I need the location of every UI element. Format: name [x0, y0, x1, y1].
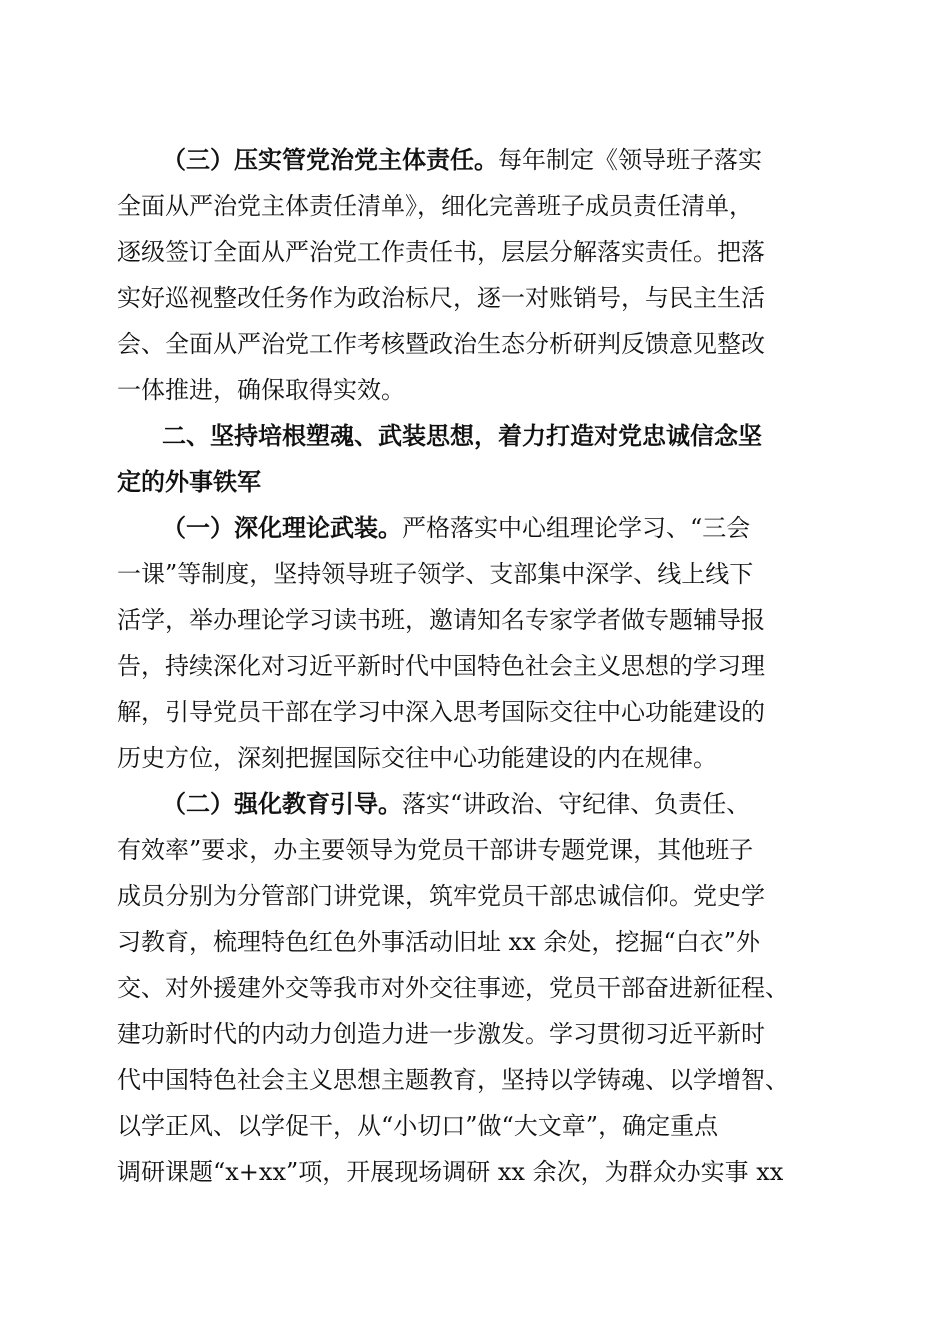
para2-line-2: 一课”等制度，坚持领导班子领学、支部集中深学、线上线下	[117, 560, 754, 588]
para3-line-8: 以学正风、以学促干，从“小切口”做“大文章”，确定重点	[117, 1112, 719, 1140]
para2-lead: （一）深化理论武装。	[162, 514, 402, 542]
para3-line-2: 有效率”要求，办主要领导为党员干部讲专题党课，其他班子	[117, 836, 754, 864]
para3-line-9: 调研课题“x+xx”项，开展现场调研 xx 余次，为群众办实事 xx	[117, 1158, 784, 1186]
para1-line-5: 会、全面从严治党工作考核暨政治生态分析研判反馈意见整改	[117, 330, 765, 358]
para2-line-6: 历史方位，深刻把握国际交往中心功能建设的内在规律。	[117, 744, 717, 772]
para2-line-5: 解，引导党员干部在学习中深入思考国际交往中心功能建设的	[117, 698, 765, 726]
para2-line-3: 活学，举办理论学习读书班，邀请知名专家学者做专题辅导报	[117, 606, 765, 634]
section-heading-line-2: 定的外事铁军	[117, 468, 261, 496]
para1-line-4: 实好巡视整改任务作为政治标尺，逐一对账销号，与民主生活	[117, 284, 765, 312]
para2-line-1	[162, 508, 837, 548]
para3-line-7: 代中国特色社会主义思想主题教育，坚持以学铸魂、以学增智、	[117, 1066, 789, 1094]
para2-line-4: 告，持续深化对习近平新时代中国特色社会主义思想的学习理	[117, 652, 765, 680]
para3-line-4: 习教育，梳理特色红色外事活动旧址 xx 余处，挖掘“白衣”外	[117, 928, 760, 956]
para1-lead: （三）压实管党治党主体责任。	[162, 146, 498, 174]
para3-line-3: 成员分别为分管部门讲党课，筑牢党员干部忠诚信仰。党史学	[117, 882, 765, 910]
para1-line-1	[162, 140, 837, 180]
section-heading-line-1: 二、坚持培根塑魂、武装思想，着力打造对党忠诚信念坚	[162, 422, 762, 450]
para3-line-1	[162, 784, 837, 824]
para3-text: 落实“讲政治、守纪律、负责任、	[402, 790, 751, 818]
para2-text: 严格落实中心组理论学习、“三会	[402, 514, 751, 542]
para3-line-6: 建功新时代的内动力创造力进一步激发。学习贯彻习近平新时	[117, 1020, 765, 1048]
para1-text: 每年制定《领导班子落实	[498, 146, 762, 174]
para1-line-2: 全面从严治党主体责任清单》，细化完善班子成员责任清单，	[117, 192, 753, 220]
para1-line-6: 一体推进，确保取得实效。	[117, 376, 405, 404]
para3-line-5: 交、对外援建外交等我市对外交往事迹，党员干部奋进新征程、	[117, 974, 789, 1002]
para1-line-3: 逐级签订全面从严治党工作责任书，层层分解落实责任。把落	[117, 238, 765, 266]
para3-lead: （二）强化教育引导。	[162, 790, 402, 818]
